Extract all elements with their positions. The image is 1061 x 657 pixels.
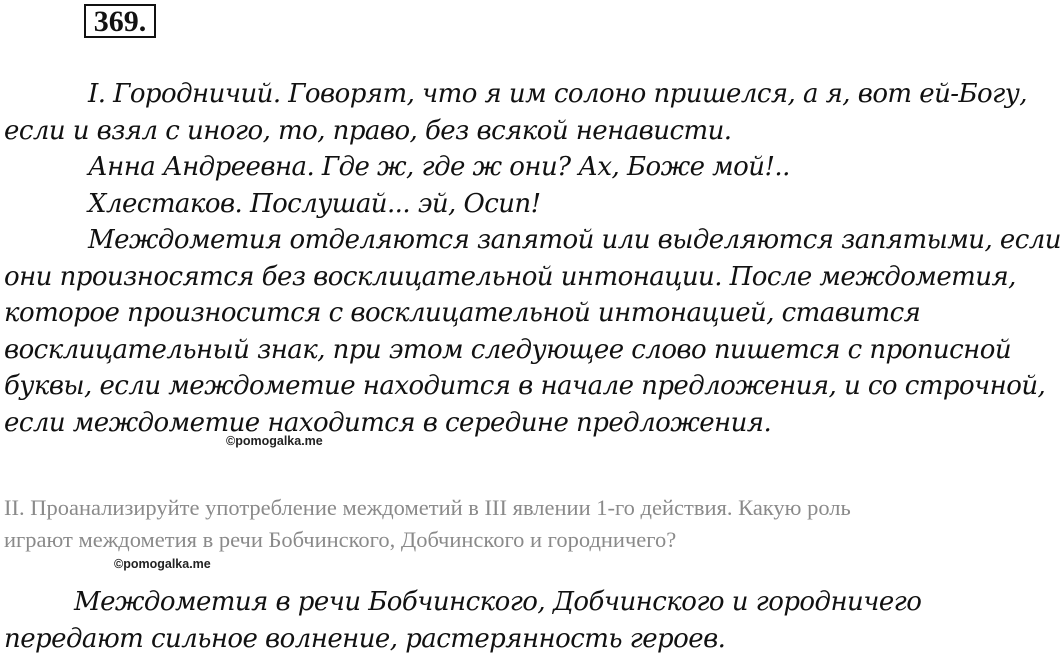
answer-line: Междометия отделяются запятой или выделяются запятыми, если: [4, 222, 956, 259]
answer-line: Анна Андреевна. Где ж, где ж они? Ах, Боже мой!..: [4, 149, 956, 186]
answer-line: восклицательный знак, при этом следующее слово пишется с прописной: [4, 332, 956, 369]
answer-line: I. Городничий. Говорят, что я им солоно пришелся, а я, вот ей-Богу,: [4, 76, 956, 113]
answer-line: которое произносится с восклицательной интонацией, ставится: [4, 295, 956, 332]
answer-line: если и взял с иного, то, право, без всякой ненависти.: [4, 113, 956, 150]
question-line: играют междометия в речи Бобчинского, Добчинского и городничего?: [4, 524, 956, 556]
answer-line: Междометия в речи Бобчинского, Добчинского и городничего: [4, 584, 956, 621]
answer-line: они произносятся без восклицательной интонации. После междометия,: [4, 259, 956, 296]
answer-part-two: [4, 584, 956, 657]
answer-line: буквы, если междометие находится в начале предложения, и со строчной,: [4, 368, 956, 405]
question-part-two: [4, 492, 956, 556]
answer-line: Хлестаков. Послушай... эй, Осип!: [4, 186, 956, 223]
watermark: ©pomogalka.me: [114, 557, 211, 571]
task-number: 369.: [84, 4, 156, 38]
answer-part-one: [4, 76, 956, 441]
answer-line: передают сильное волнение, растерянность героев.: [4, 621, 956, 657]
watermark: ©pomogalka.me: [226, 434, 323, 448]
question-line: II. Проанализируйте употребление междометий в III явлении 1-го действия. Какую роль: [4, 492, 956, 524]
answer-line: если междометие находится в середине предложения.: [4, 405, 956, 442]
